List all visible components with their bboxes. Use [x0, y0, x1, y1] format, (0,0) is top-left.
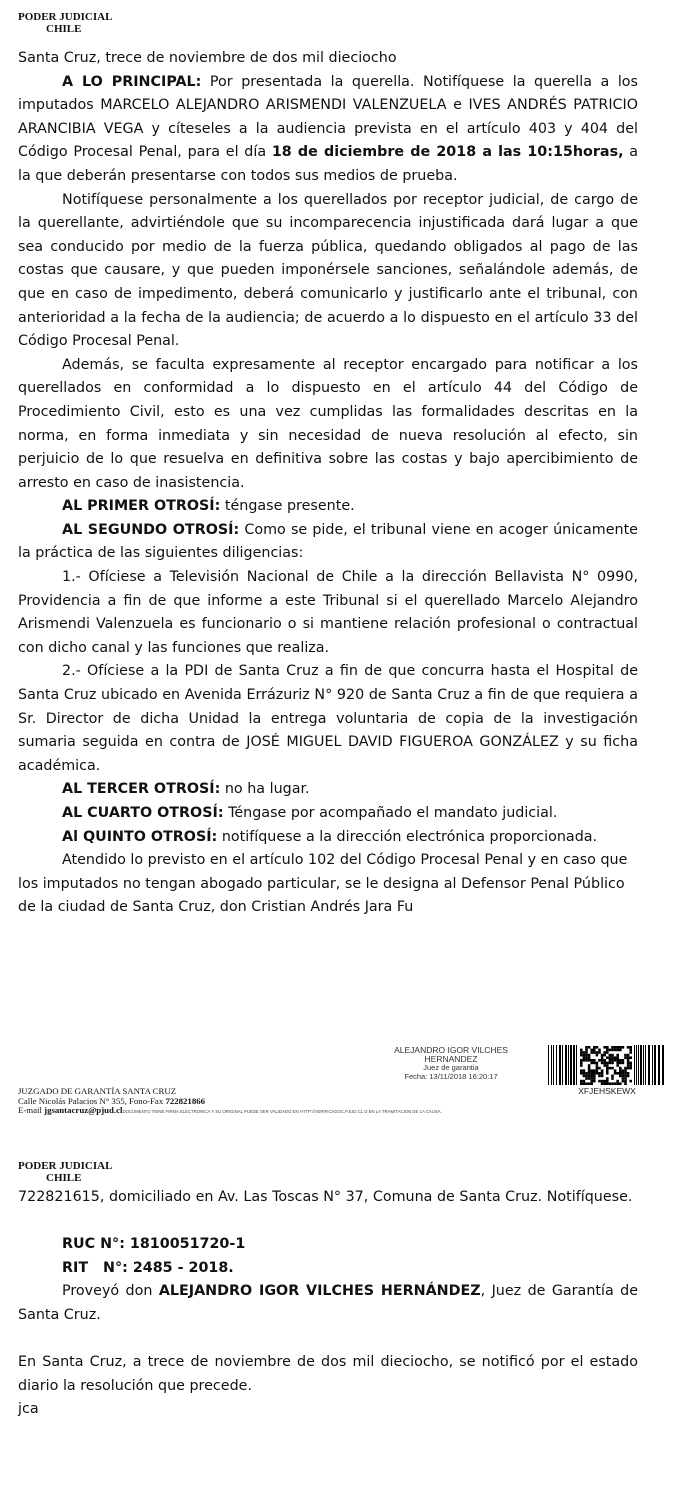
proveyo-paragraph [18, 1280, 638, 1327]
rit-line [18, 1257, 638, 1281]
principal-text-a: Por presentada la querella. Notifíquese la querella a los imputados MARCELO ALEJANDRO ARISMENDI VALENZUELA e IVES ANDRÉS PATRICIO ARANCIBIA VEGA y cíteseles a la audiencia prevista en el artículo 403 y 404 del Código Procesal Penal, para el día [18, 73, 638, 161]
ruc-label: RUC N°: [62, 1236, 130, 1253]
electronic-signature [360, 1046, 542, 1081]
rit-label: RIT N°: [62, 1259, 133, 1276]
signature-date: Fecha: 13/11/2018 16:20:17 [404, 1071, 498, 1081]
court-address: Calle Nicolás Palacios N° 355, Fono-Fax [18, 1095, 166, 1106]
court-footer [18, 1087, 658, 1117]
paragraph-diligencia-1: 1.- Ofíciese a Televisión Nacional de Chile a la dirección Bellavista N° 0990, Providencia a fin de que informe a este Tribunal si el querellado Marcelo Alejandro Arismendi Valenzuela es funcionario o si mantiene relación profesional o contractual con dicho canal y las funciones que realiza. [18, 569, 638, 656]
signer-role: Juez de garantia [423, 1063, 479, 1072]
judge-name: ALEJANDRO IGOR VILCHES HERNÁNDEZ [158, 1283, 481, 1300]
paragraph-diligencia-2: 2.- Ofíciese a la PDI de Santa Cruz a fin de que concurra hasta el Hospital de Santa Cruz ubicado en Avenida Errázuriz N° 920 de Santa Cruz a fin de que requiera a Sr. Director de dicha Unidad la entrega voluntaria de copia de la investigación sumaria seguida en contra de JOSÉ MIGUEL DAVID FIGUEROA GONZÁLEZ y su ficha académica. [18, 663, 638, 774]
ruc-value: 1810051720-1 [129, 1236, 246, 1253]
paragraph-primer-otrosi [18, 495, 638, 519]
header-line1: PODER JUDICIAL [18, 11, 113, 23]
header-line1-2: PODER JUDICIAL [18, 1160, 113, 1172]
tercer-otrosi-label: AL TERCER OTROSÍ: [62, 781, 221, 798]
email-label: E-mail [18, 1105, 45, 1116]
quinto-otrosi-text: notifíquese a la dirección electrónica proporcionada. [217, 828, 598, 845]
notificacion-paragraph: En Santa Cruz, a trece de noviembre de dos mil dieciocho, se notificó por el estado diario la resolución que precede. [18, 1354, 638, 1394]
court-email: jgsantacruz@pjud.cl [44, 1105, 123, 1116]
paragraph-segundo-otrosi [18, 519, 638, 566]
paragraph-principal [18, 71, 638, 189]
resolution-body-2 [18, 1186, 638, 1422]
barcode-code: XFJEHSKEWX [578, 1086, 636, 1096]
paragraph-tercer-otrosi [18, 778, 638, 802]
poder-judicial-header-2 [18, 1160, 112, 1184]
header-line2: CHILE [46, 23, 82, 35]
date-line: Santa Cruz, trece de noviembre de dos mil dieciocho [18, 50, 397, 66]
principal-text-b: a la que deberán presentarse con todos sus medios de prueba. [18, 144, 639, 184]
paragraph-notification: Notifíquese personalmente a los querellados por receptor judicial, de cargo de la querellante, advirtiéndole que su incomparecencia injustificada dará lugar a que sea conducido por medio de la fuerza pública, quedando obligados al pago de las costas que causare, y que pueden imponérsele sanciones, señalándole además, de que en caso de impedimento, deberá comunicarlo y justificarlo ante el tribunal, con anterioridad a la fecha de la audiencia; de acuerdo a lo dispuesto en el artículo 33 del Código Procesal Penal. [18, 191, 638, 350]
proveyo-a: Proveyó don [62, 1283, 159, 1300]
header-line2-2: CHILE [46, 1172, 82, 1184]
cuarto-otrosi-text: Téngase por acompañado el mandato judicial. [223, 805, 558, 821]
ruc-line [18, 1233, 638, 1257]
rit-value: 2485 - 2018. [132, 1259, 234, 1276]
court-phone: 722821866 [165, 1095, 206, 1106]
quinto-otrosi-label: Al QUINTO OTROSÍ: [62, 828, 218, 845]
signer-name-line1: ALEJANDRO IGOR VILCHES [394, 1045, 508, 1055]
proveyo-b: , Juez de Garantía de Santa Cruz. [18, 1283, 638, 1323]
paragraph-quinto-otrosi [18, 826, 638, 850]
paragraph-defensor: Atendido lo previsto en el artículo 102 del Código Procesal Penal y en caso que los imputados no tengan abogado particular, se le designa al Defensor Penal Público de la ciudad de Santa Cruz, don Cristian Andrés Jara Fu [18, 852, 628, 916]
document-page-2 [0, 1152, 673, 1509]
hearing-date: 18 de diciembre de 2018 a las 10:15horas, [271, 144, 624, 161]
paragraph-receptor: Además, se faculta expresamente al receptor encargado para notificar a los querellados en conformidad a lo dispuesto en el artículo 44 del Código de Procedimiento Civil, esto es una vez cumplidas las formalidades descritas en la norma, en forma inmediata y sin necesidad de nueva resolución al efecto, sin perjuicio de lo que resuelva en definitiva sobre las costas y bajo apercibimiento de arresto en caso de inasistencia. [18, 356, 638, 491]
validation-note: DOCUMENTO TIENE FIRMA ELECTRONICA Y SU ORIGINAL PUEDE SER VALIDADO EN HTTP://VERIFICADOC.PJUD.CL O EN LA TRAMITACION DE LA CAUSA. [122, 1109, 442, 1115]
continuation-text: 722821615, domiciliado en Av. Las Toscas N° 37, Comuna de Santa Cruz. Notifíquese. [18, 1189, 633, 1205]
segundo-otrosi-label: AL SEGUNDO OTROSÍ: [62, 521, 240, 538]
tercer-otrosi-text: no ha lugar. [220, 781, 310, 798]
poder-judicial-header [18, 11, 112, 35]
resolution-body [18, 47, 638, 920]
court-email-line [18, 1106, 658, 1117]
principal-label: A LO PRINCIPAL: [62, 73, 202, 90]
primer-otrosi-label: AL PRIMER OTROSÍ: [62, 498, 221, 515]
segundo-otrosi-text: Como se pide, el tribunal viene en acoger únicamente la práctica de las siguientes diligencias: [18, 521, 638, 562]
court-name: JUZGADO DE GARANTÍA SANTA CRUZ [18, 1086, 177, 1096]
barcode-icon [548, 1045, 666, 1085]
initials: jca [18, 1401, 39, 1418]
paragraph-cuarto-otrosi [18, 802, 638, 826]
cuarto-otrosi-label: AL CUARTO OTROSÍ: [62, 805, 224, 821]
primer-otrosi-text: téngase presente. [220, 498, 355, 515]
signer-name-line2: HERNANDEZ [424, 1054, 478, 1064]
